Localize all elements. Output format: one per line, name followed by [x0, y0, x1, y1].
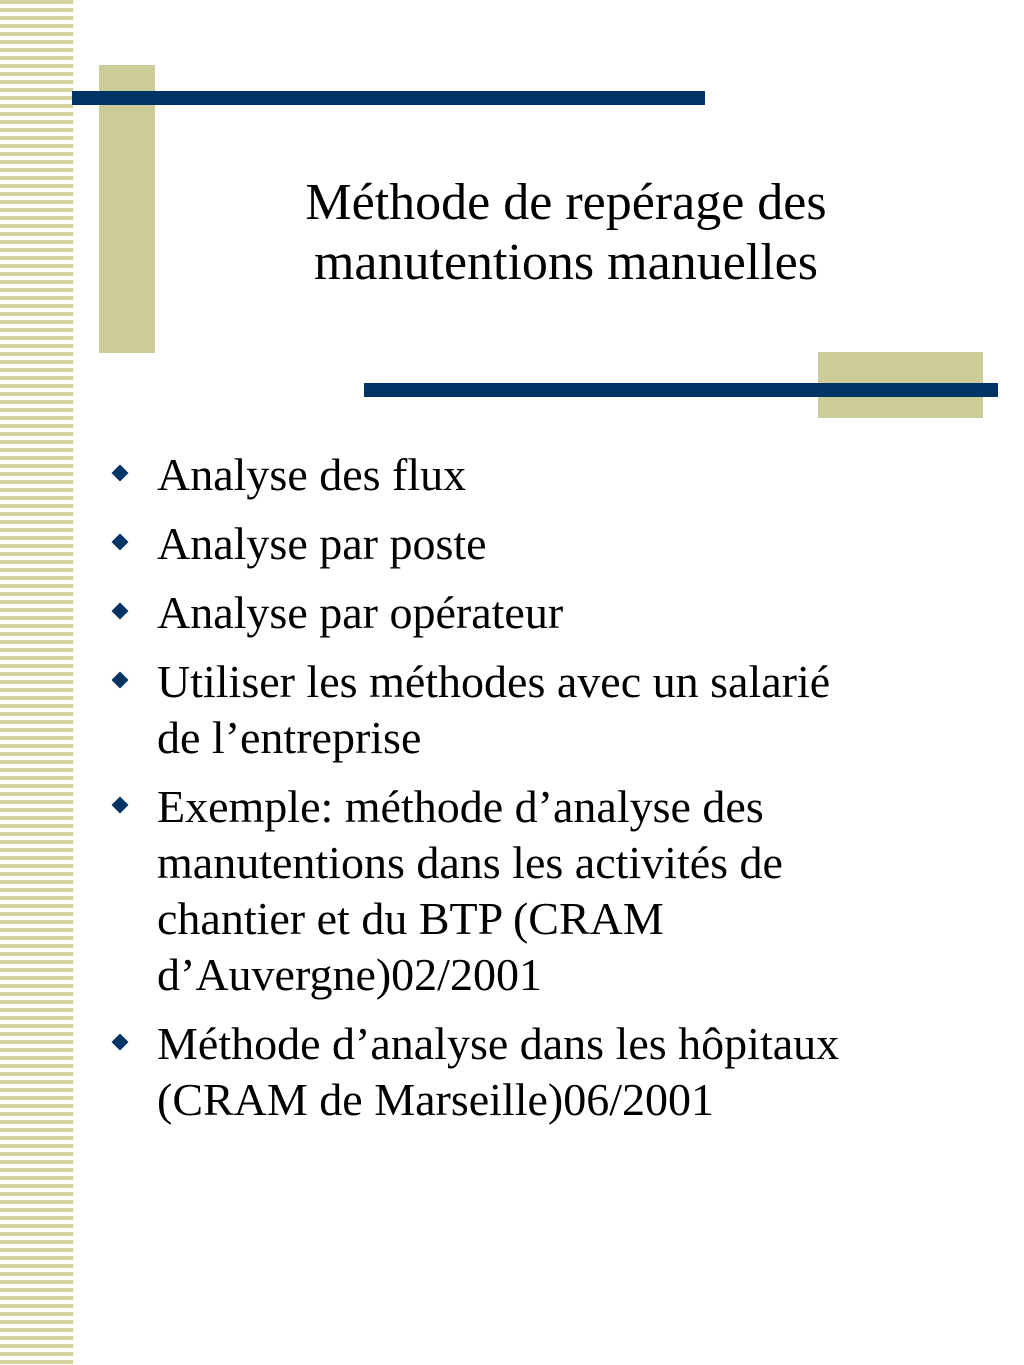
diamond-bullet-icon: [112, 797, 129, 814]
slide-title: [200, 173, 932, 293]
bullet-list: [108, 447, 968, 1141]
bullet-text-line: Méthode d’analyse dans les hôpitaux: [157, 1018, 840, 1069]
slide-title-line: Méthode de repérage des: [305, 174, 827, 231]
bullet-text-line: Analyse par opérateur: [157, 587, 564, 638]
bullet-item: [108, 585, 968, 641]
bullet-text-line: Utiliser les méthodes avec un salarié: [157, 656, 831, 707]
bullet-text-line: Exemple: méthode d’analyse des: [157, 781, 764, 832]
slide-title-line: manutentions manuelles: [313, 234, 818, 291]
diamond-bullet-icon: [112, 603, 129, 620]
bullet-text-line: Analyse par poste: [157, 518, 487, 569]
bullet-item: [108, 447, 968, 503]
diamond-bullet-icon: [112, 465, 129, 482]
decorative-line-top: [72, 91, 705, 105]
bullet-item: [108, 654, 968, 766]
diamond-bullet-icon: [112, 672, 129, 689]
bullet-item: [108, 779, 968, 1003]
decorative-block-top-left: [99, 65, 155, 353]
bullet-text-line: Analyse des flux: [157, 449, 467, 500]
bullet-text-line: chantier et du BTP (CRAM: [157, 893, 664, 944]
bullet-text-line: d’Auvergne)02/2001: [157, 949, 542, 1000]
bullet-item: [108, 1016, 968, 1128]
decorative-line-bottom: [364, 383, 998, 397]
diamond-bullet-icon: [112, 534, 129, 551]
bullet-item: [108, 516, 968, 572]
decorative-stripes: [0, 0, 73, 1365]
bullet-text-line: (CRAM de Marseille)06/2001: [157, 1074, 715, 1125]
bullet-text-line: de l’entreprise: [157, 712, 422, 763]
bullet-text-line: manutentions dans les activités de: [157, 837, 783, 888]
diamond-bullet-icon: [112, 1034, 129, 1051]
